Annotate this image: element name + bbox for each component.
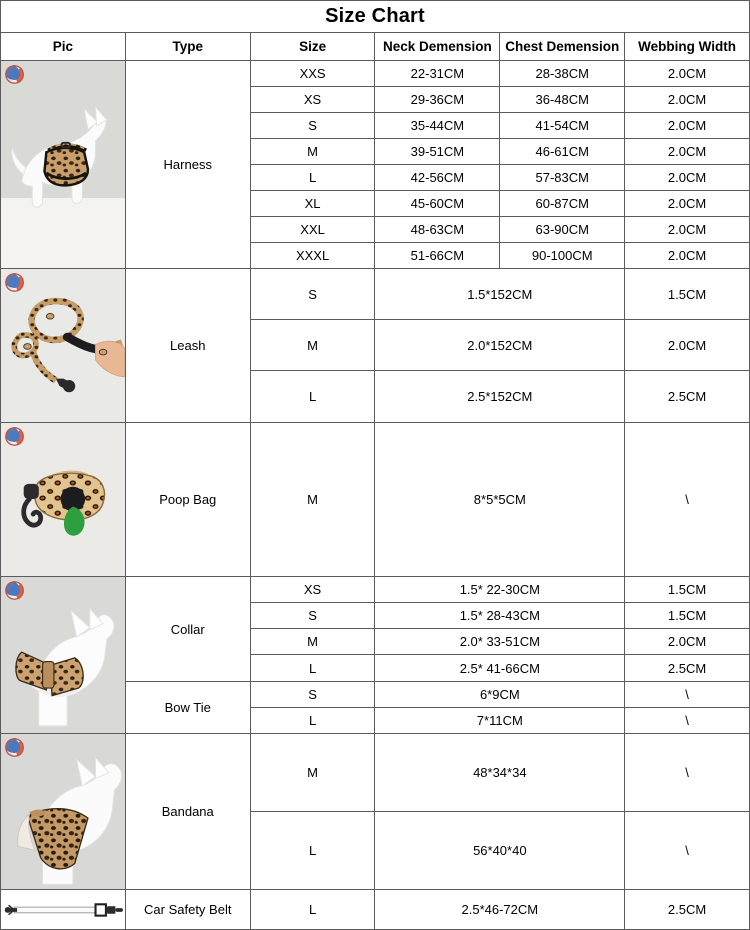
- size-value: S: [250, 269, 375, 320]
- leash-photo-stage: [1, 269, 125, 422]
- neck-value: 39-51CM: [375, 139, 500, 165]
- size-value: L: [250, 812, 375, 890]
- size-value: M: [250, 629, 375, 655]
- webbing-value: 2.0CM: [625, 217, 750, 243]
- table-row: [1, 890, 750, 930]
- size-value: S: [250, 113, 375, 139]
- type-label-poop-bag: Poop Bag: [125, 423, 250, 577]
- webbing-value: 2.0CM: [625, 165, 750, 191]
- chest-value: 36-48CM: [500, 87, 625, 113]
- column-header-webbing: Webbing Width: [625, 33, 750, 61]
- webbing-value: 1.5CM: [625, 577, 750, 603]
- size-value: XXL: [250, 217, 375, 243]
- webbing-value: 2.5CM: [625, 890, 750, 930]
- size-value: L: [250, 890, 375, 930]
- dimension-value: 2.0*152CM: [375, 320, 625, 371]
- dimension-value: 48*34*34: [375, 734, 625, 812]
- neck-value: 51-66CM: [375, 243, 500, 269]
- size-value: XXS: [250, 61, 375, 87]
- collar-bow-tie-illustration: [1, 577, 125, 733]
- size-value: XS: [250, 87, 375, 113]
- bandana-illustration: [1, 734, 125, 889]
- brand-watermark-icon: [5, 581, 24, 600]
- neck-value: 42-56CM: [375, 165, 500, 191]
- table-row: [1, 577, 750, 603]
- webbing-value: 2.0CM: [625, 113, 750, 139]
- neck-value: 45-60CM: [375, 191, 500, 217]
- webbing-value: 2.0CM: [625, 61, 750, 87]
- webbing-value: \: [625, 734, 750, 812]
- type-label-harness: Harness: [125, 61, 250, 269]
- webbing-value: 2.0CM: [625, 139, 750, 165]
- size-value: S: [250, 682, 375, 708]
- brand-watermark-icon: [5, 738, 24, 757]
- chest-value: 28-38CM: [500, 61, 625, 87]
- dimension-value: 1.5* 28-43CM: [375, 603, 625, 629]
- car-belt-photo-stage: [1, 890, 125, 929]
- webbing-value: \: [625, 682, 750, 708]
- size-value: L: [250, 371, 375, 423]
- dimension-value: 2.0* 33-51CM: [375, 629, 625, 655]
- title-row: [1, 1, 750, 33]
- chest-value: 60-87CM: [500, 191, 625, 217]
- dimension-value: 6*9CM: [375, 682, 625, 708]
- webbing-value: 2.0CM: [625, 191, 750, 217]
- size-value: S: [250, 603, 375, 629]
- webbing-value: \: [625, 423, 750, 577]
- size-value: L: [250, 165, 375, 191]
- dimension-value: 2.5* 41-66CM: [375, 655, 625, 682]
- size-value: XXXL: [250, 243, 375, 269]
- car-belt-illustration: [1, 890, 125, 929]
- size-value: M: [250, 320, 375, 371]
- header-row: [1, 33, 750, 61]
- table-row: [1, 269, 750, 320]
- chest-value: 63-90CM: [500, 217, 625, 243]
- webbing-value: 1.5CM: [625, 269, 750, 320]
- page-title: Size Chart: [1, 1, 750, 33]
- dimension-value: 2.5*46-72CM: [375, 890, 625, 930]
- webbing-value: 1.5CM: [625, 603, 750, 629]
- poop-bag-photo-stage: [1, 423, 125, 576]
- size-value: L: [250, 708, 375, 734]
- dimension-value: 1.5*152CM: [375, 269, 625, 320]
- type-label-car-safety-belt: Car Safety Belt: [125, 890, 250, 930]
- table-row: [1, 734, 750, 812]
- webbing-value: \: [625, 812, 750, 890]
- webbing-value: 2.0CM: [625, 87, 750, 113]
- webbing-value: 2.5CM: [625, 655, 750, 682]
- product-photo-bandana: [1, 734, 126, 890]
- neck-value: 22-31CM: [375, 61, 500, 87]
- type-label-bow-tie: Bow Tie: [125, 682, 250, 734]
- harness-illustration: [1, 61, 125, 268]
- size-value: L: [250, 655, 375, 682]
- size-value: XS: [250, 577, 375, 603]
- product-photo-collar: [1, 577, 126, 734]
- table-row: [1, 423, 750, 577]
- column-header-neck: Neck Demension: [375, 33, 500, 61]
- brand-watermark-icon: [5, 65, 24, 84]
- dimension-value: 8*5*5CM: [375, 423, 625, 577]
- brand-watermark-icon: [5, 273, 24, 292]
- table-row: [1, 61, 750, 87]
- column-header-size: Size: [250, 33, 375, 61]
- type-label-collar: Collar: [125, 577, 250, 682]
- type-label-bandana: Bandana: [125, 734, 250, 890]
- product-photo-poop-bag: [1, 423, 126, 577]
- column-header-pic: Pic: [1, 33, 126, 61]
- chest-value: 46-61CM: [500, 139, 625, 165]
- webbing-value: 2.0CM: [625, 243, 750, 269]
- brand-watermark-icon: [5, 427, 24, 446]
- webbing-value: 2.0CM: [625, 320, 750, 371]
- chest-value: 57-83CM: [500, 165, 625, 191]
- type-label-leash: Leash: [125, 269, 250, 423]
- dimension-value: 7*11CM: [375, 708, 625, 734]
- harness-photo-stage: [1, 61, 125, 268]
- chest-value: 41-54CM: [500, 113, 625, 139]
- neck-value: 29-36CM: [375, 87, 500, 113]
- webbing-value: 2.5CM: [625, 371, 750, 423]
- webbing-value: 2.0CM: [625, 629, 750, 655]
- webbing-value: \: [625, 708, 750, 734]
- column-header-chest: Chest Demension: [500, 33, 625, 61]
- poop-bag-illustration: [1, 423, 125, 576]
- size-value: XL: [250, 191, 375, 217]
- dimension-value: 1.5* 22-30CM: [375, 577, 625, 603]
- dimension-value: 56*40*40: [375, 812, 625, 890]
- product-photo-leash: [1, 269, 126, 423]
- product-photo-harness: [1, 61, 126, 269]
- chest-value: 90-100CM: [500, 243, 625, 269]
- size-value: M: [250, 734, 375, 812]
- size-value: M: [250, 423, 375, 577]
- dimension-value: 2.5*152CM: [375, 371, 625, 423]
- bandana-photo-stage: [1, 734, 125, 889]
- size-value: M: [250, 139, 375, 165]
- neck-value: 48-63CM: [375, 217, 500, 243]
- product-photo-car-safety-belt: [1, 890, 126, 930]
- neck-value: 35-44CM: [375, 113, 500, 139]
- leash-illustration: [1, 269, 125, 422]
- column-header-type: Type: [125, 33, 250, 61]
- collar-photo-stage: [1, 577, 125, 733]
